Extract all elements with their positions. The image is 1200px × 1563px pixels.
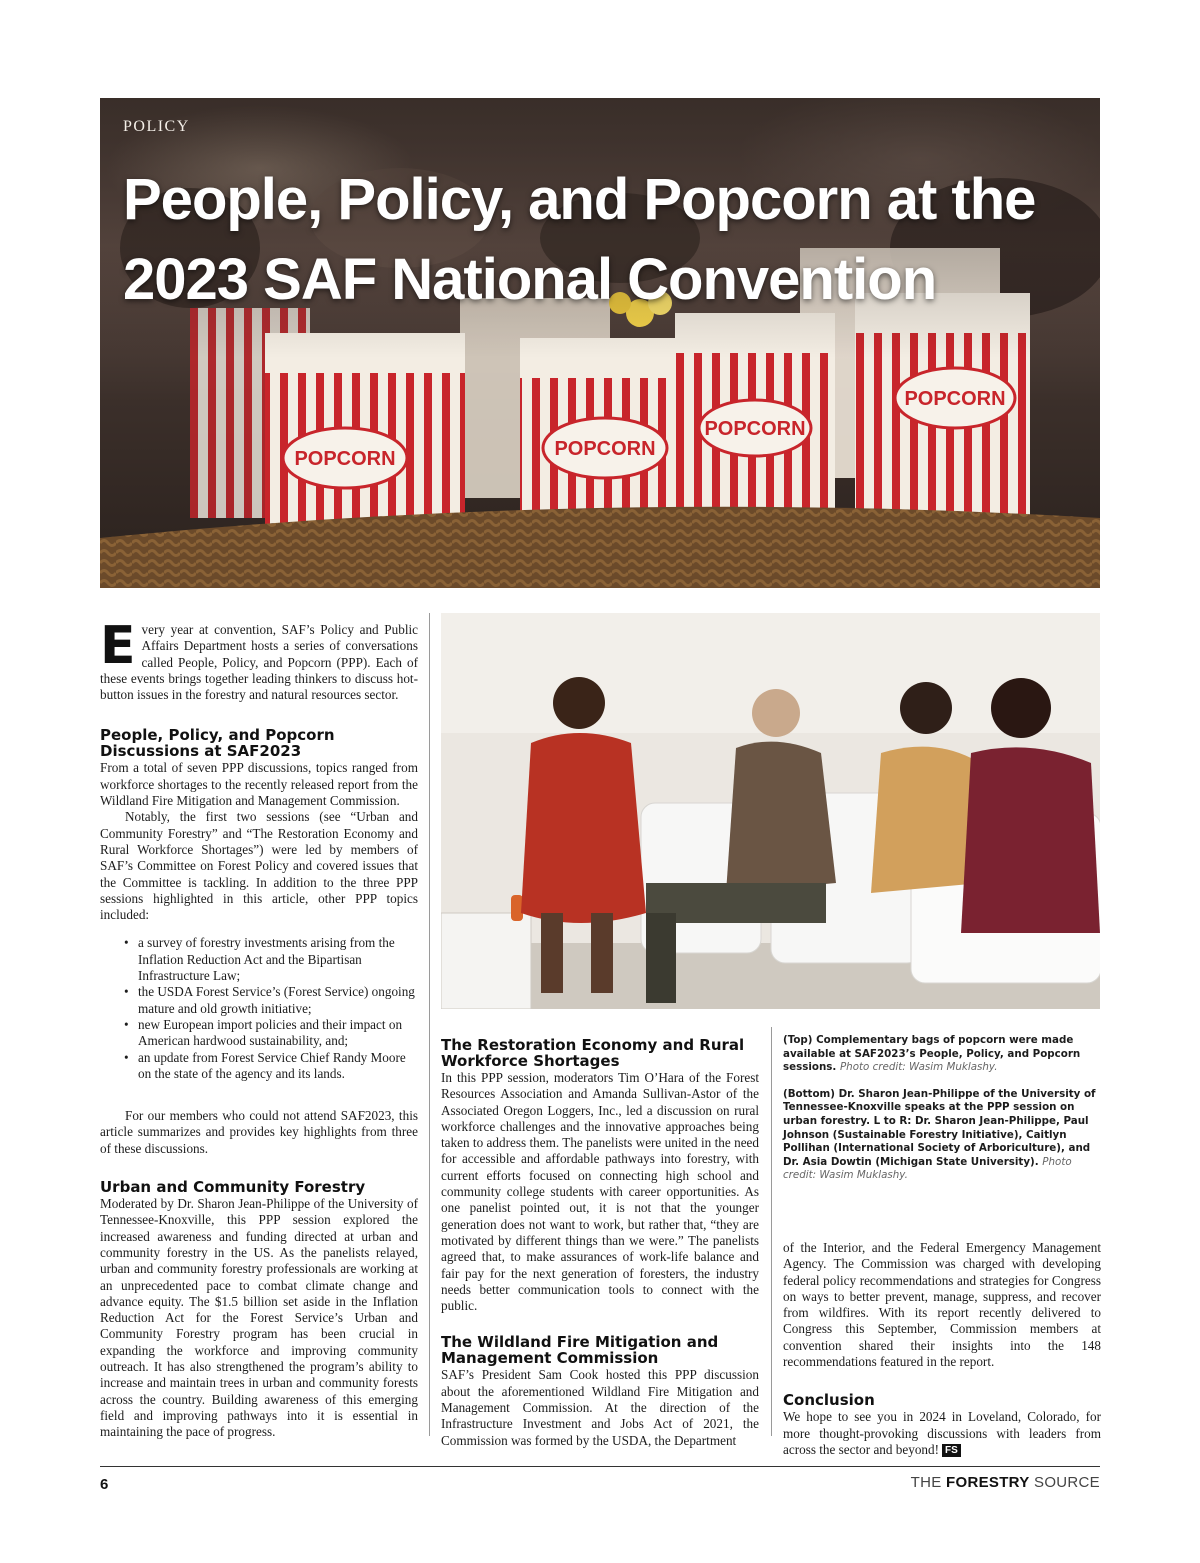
photo-captions	[783, 1034, 1101, 1196]
photo-credit: Photo credit: Wasim Muklashy.	[839, 1061, 998, 1074]
panel-photo	[441, 613, 1100, 1009]
heading-conclusion: Conclusion	[783, 1391, 875, 1410]
body-paragraph: For our members who could not attend SAF2023, this article summarizes and provides key highlights from three of these discussions.	[100, 1108, 418, 1156]
heading-wildland-fire: The Wildland Fire Mitigation and Management Commission	[441, 1333, 719, 1368]
body-paragraph: In this PPP session, moderators Tim O’Hara of the Forest Resources Association and Amanda Sullivan-Astor of the Associated Oregon Loggers, Inc., led a discussion on rural workforce challenges and the innovative approaches being taken to address them. The panelists were united in the need for accessible and affordable pathways into forestry, with current efforts focused on connecting high school and community college students with career opportunities. As one panelist pointed out, it is not that the younger generation does not want to work, but rather that, “they are motivated by different things than we were.” The panelists agreed that, to make assurances of work-life balance and fair pay for the next generation of foresters, the industry needs better communication tools to connect with the public.	[441, 1070, 759, 1314]
hero-image	[100, 98, 1100, 588]
body-paragraph: Notably, the first two sessions (see “Urban and Community Forestry” and “The Restoration Economy and Rural Workforce Shortages”) were led by members of SAF’s Committee on Forest Policy and covered issues that the Committee is tackling. In addition to the three PPP sessions highlighted in this article, other PPP topics included:	[100, 809, 418, 923]
ppp-topics-list	[100, 935, 418, 1082]
bag-label: POPCORN	[904, 388, 1006, 410]
article-title-line-2: 2023 SAF National Convention	[123, 247, 937, 312]
list-item: • new European import policies and their impact on American hardwood sustainability, and;	[124, 1017, 418, 1050]
caption-bottom: (Bottom) Dr. Sharon Jean-Philippe of the University of Tennessee-Knoxville speaks at the PPP session on urban forestry. L to R: Dr. Sharon Jean-Philippe, Paul Johnson (Sustainable Forestry Initiative), Caitlyn Pollihan (International Society of Arboriculture), and Dr. Asia Dowtin (Michigan State University). Photo credit: Wasim Muklashy.	[783, 1087, 1096, 1182]
footer-rule	[100, 1466, 1100, 1467]
heading-restoration-economy: The Restoration Economy and Rural Workforce Shortages	[441, 1036, 745, 1070]
heading-urban-forestry: Urban and Community Forestry	[100, 1178, 366, 1197]
body-paragraph: From a total of seven PPP discussions, topics ranged from workforce shortages to the recently released report from the Wildland Fire Mitigation and Management Commission.	[100, 760, 418, 809]
page-number: 6	[100, 1476, 109, 1493]
article-title-line-1: People, Policy, and Popcorn at the	[123, 167, 1036, 232]
publication-name: THE FORESTRY SOURCE	[910, 1474, 1100, 1491]
body-paragraph: Moderated by Dr. Sharon Jean-Philippe of the University of Tennessee-Knoxville, this PPP session explored the increased awareness and funding directed at urban and community forestry in the US. As the panelists relayed, urban and community forestry professionals are working at an unprecedented pace to combat climate change and advance equity. The $1.5 billion set aside in the Inflation Reduction Act for the Forest Service’s Urban and Community Forestry program has been crucial in expanding the workforce and improving community outreach. It has also strengthened the program’s ability to increase and maintain trees in urban and community forests across the country. Building awareness of this emerging field and improving pathways into it is essential in maintaining the pace of progress.	[100, 1196, 418, 1440]
column-1	[100, 616, 418, 1440]
bag-label: POPCORN	[554, 438, 656, 460]
column-3	[783, 1240, 1101, 1458]
photo-credit: Photo credit: Wasim Muklashy.	[783, 1155, 1072, 1182]
list-item: • a survey of forestry investments arising from the Inflation Reduction Act and the Bipartisan Infrastructure Law;	[124, 935, 418, 984]
bag-label: POPCORN	[704, 418, 806, 440]
fs-end-mark: FS	[942, 1444, 961, 1457]
caption-top: (Top) Complementary bags of popcorn were made available at SAF2023’s People, Policy, and Popcorn sessions. Photo credit: Wasim Muklashy.	[783, 1034, 1081, 1074]
body-paragraph: of the Interior, and the Federal Emergency Management Agency. The Commission was charged with developing federal policy recommendations and strategies for Congress on ways to better prevent, manage, suppress, and recover from wildfires. With its report recently delivered to Congress this September, Commission members at convention shared their insights into the 148 recommendations featured in the report.	[783, 1240, 1101, 1370]
body-paragraph: We hope to see you in 2024 in Loveland, Colorado, for more thought-provoking discussions with leaders from across the sector and beyond! FS	[783, 1409, 1101, 1457]
column-divider	[771, 1027, 772, 1436]
article-title	[123, 160, 1083, 320]
column-divider	[429, 613, 430, 1436]
bag-label: POPCORN	[294, 448, 396, 470]
panel-speakers-illustration	[441, 613, 1100, 1009]
section-kicker: POLICY	[123, 118, 190, 135]
column-2	[441, 1037, 759, 1449]
list-item: • the USDA Forest Service’s (Forest Service) ongoing mature and old growth initiative;	[124, 984, 418, 1017]
drop-cap: E	[100, 616, 136, 676]
list-item: • an update from Forest Service Chief Randy Moore on the state of the agency and its lands.	[124, 1050, 418, 1083]
body-paragraph: SAF’s President Sam Cook hosted this PPP discussion about the aforementioned Wildland Fire Mitigation and Management Commission. At the direction of the Infrastructure Investment and Jobs Act of 2021, the Commission was formed by the USDA, the Department	[441, 1367, 759, 1448]
intro-paragraph: Every year at convention, SAF’s Policy and Public Affairs Department hosts a series of conversations called People, Policy, and Popcorn (PPP). Each of these events brings together leading thinkers to discuss hot-button issues in the forestry and natural resources sector.	[100, 616, 418, 703]
heading-ppp-discussions: People, Policy, and Popcorn Discussions at SAF2023	[100, 726, 335, 761]
